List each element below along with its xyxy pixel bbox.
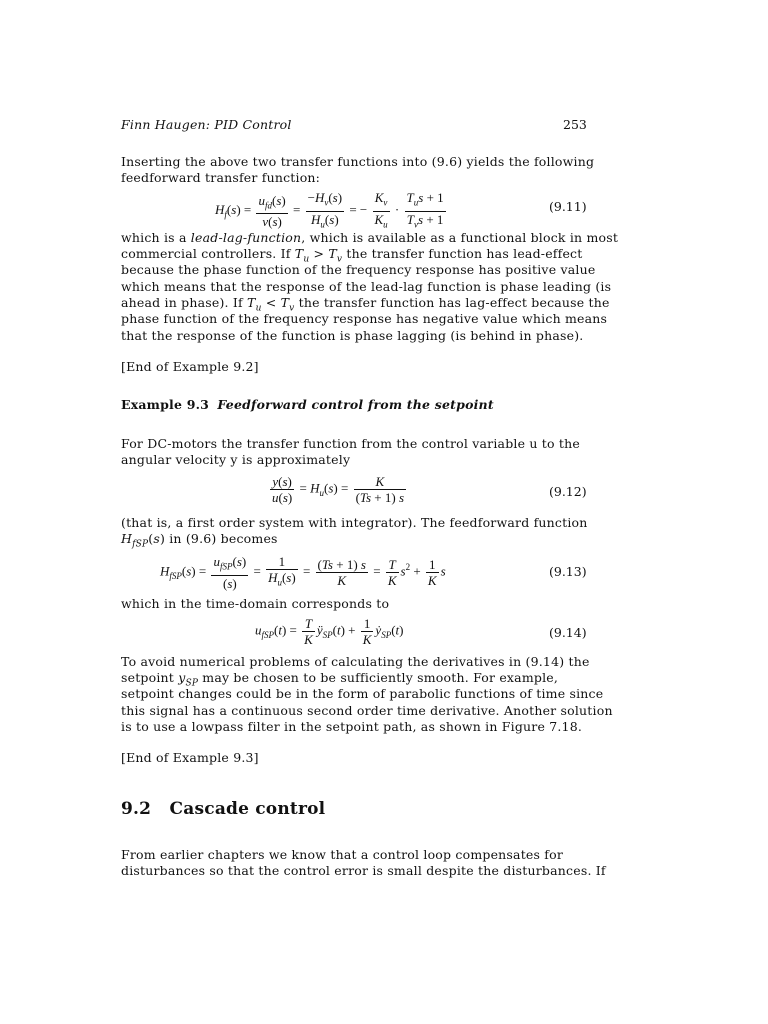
equation-9-14: $u_{fSP}(t)$ = $\frac{T}{K}$ $ÿ_{SP}(t)$ + $\frac{1}{K}$ $ẏ_{SP}(t)$: [255, 616, 404, 647]
text-line: which is a lead-lag-function, which is available as a functional block in most: [121, 230, 619, 245]
page-number: 253: [563, 117, 587, 132]
text-line: Inserting the above two transfer functions into (9.6) yields the following: [121, 154, 595, 169]
equation-number: (9.11): [549, 199, 587, 214]
text-line: commercial controllers. If $T_u > T_v$ the transfer function has lead-effect: [121, 246, 583, 265]
text-line: angular velocity y is approximately: [121, 452, 351, 467]
equation-number: (9.13): [549, 564, 587, 579]
equation-9-13: $H_{fSP}(s)$ = $\frac{u_{fSP}(s)}{(s)}$ = $\frac{1}{H_u(s)}$ = $\frac{(Ts + 1) s}{K}$ = $\frac{T}{K}$ $s^2$ + $\frac{1}{K}$ s: [160, 554, 446, 591]
running-header: Finn Haugen: PID Control: [121, 117, 292, 132]
text-line: From earlier chapters we know that a control loop compensates for: [121, 847, 564, 862]
text-line: feedforward transfer function:: [121, 170, 321, 185]
text-line: disturbances so that the control error is small despite the disturbances. If: [121, 863, 606, 878]
text-line: this signal has a continuous second order time derivative. Another solution: [121, 703, 613, 718]
text-line: that the response of the function is phase lagging (is behind in phase).: [121, 328, 584, 343]
text-line: is to use a lowpass filter in the setpoint path, as shown in Figure 7.18.: [121, 719, 583, 734]
equation-9-11: $H_f(s)$ = $\frac{u_{fd}(s)}{v(s)}$ = $\frac{-H_v(s)}{H_u(s)}$ = − $\frac{K_v}{K_u}$ · $\frac{T_us + 1}{T_vs + 1}$: [215, 190, 444, 230]
text-line: setpoint changes could be in the form of parabolic functions of time since: [121, 686, 604, 701]
text-line: For DC-motors the transfer function from the control variable u to the: [121, 436, 580, 451]
text-line: setpoint $y_{SP}$ may be chosen to be sufficiently smooth. For example,: [121, 670, 559, 689]
end-of-example: [End of Example 9.2]: [121, 359, 259, 374]
text-line: $H_{fSP}(s)$ in (9.6) becomes: [121, 531, 278, 550]
section-heading: 9.2 Cascade control: [121, 799, 326, 819]
equation-number: (9.14): [549, 625, 587, 640]
equation-number: (9.12): [549, 484, 587, 499]
example-heading: Example 9.3 Feedforward control from the setpoint: [121, 397, 494, 412]
text-line: ahead in phase). If $T_u < T_v$ the transfer function has lag-effect because the: [121, 295, 610, 314]
text-line: phase function of the frequency response has negative value which means: [121, 311, 608, 326]
text-line: (that is, a first order system with integrator). The feedforward function: [121, 515, 588, 530]
text-line: because the phase function of the frequency response has positive value: [121, 262, 596, 277]
text-line: To avoid numerical problems of calculating the derivatives in (9.14) the: [121, 654, 590, 669]
equation-9-12: $\frac{y(s)}{u(s)}$ = $H_u(s)$ = $\frac{K}{(Ts + 1) s}$: [272, 474, 404, 505]
text-line: which means that the response of the lead-lag function is phase leading (is: [121, 279, 612, 294]
end-of-example: [End of Example 9.3]: [121, 750, 259, 765]
text-line: which in the time-domain corresponds to: [121, 596, 390, 611]
